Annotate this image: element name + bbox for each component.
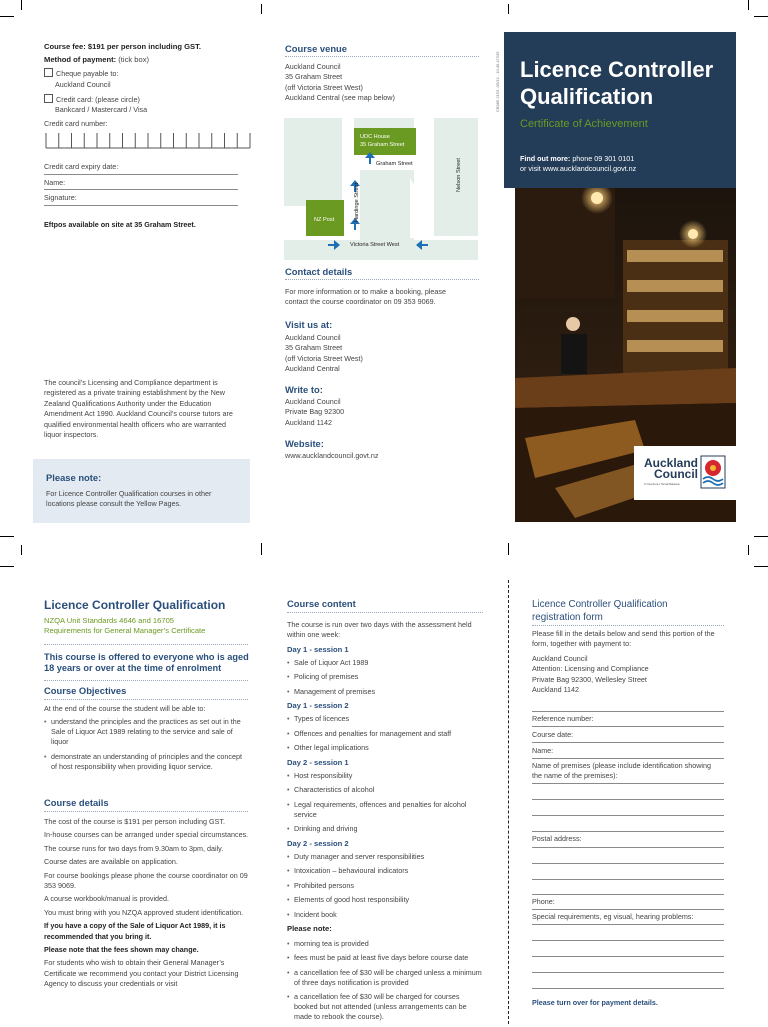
- list-item: • understand the principles and the practices as set out in the Sale of Liquor Act 1989 relating to the service and sale of liquor: [44, 717, 246, 747]
- divider: [44, 680, 248, 681]
- visit-title: Visit us at:: [285, 319, 333, 330]
- form-intro: Please fill in the details below and send this portion of the form, together with payment to:: [532, 629, 715, 649]
- expiry-label: Credit card expiry date:: [44, 162, 119, 171]
- venue-title: Course venue: [285, 43, 347, 54]
- list-item: • Drinking and driving: [287, 824, 483, 834]
- postal-field[interactable]: [532, 879, 724, 880]
- divider: [44, 699, 248, 700]
- divider: [532, 625, 724, 626]
- course-date-label: Course date:: [532, 730, 574, 739]
- map-label-udc-address: 35 Graham Street: [360, 142, 405, 148]
- cover-header: [504, 32, 736, 188]
- list-item: • Sale of Liquor Act 1989: [287, 658, 483, 668]
- objectives-list: [44, 717, 246, 776]
- cheque-checkbox[interactable]: [44, 68, 53, 77]
- council-registration-text: The council’s Licensing and Compliance department is registered as a private training establishment by the New Zealand Qualifications Authority under the Education Amendment Act 1990. Auckland Council’s course tutors are qualified environmental health officers who are warranted liquor inspectors.: [44, 378, 233, 440]
- fees-change-note: Please note that the fees shown may change.: [44, 945, 199, 955]
- write-address: Auckland Council Private Bag 92300 Auckland 1142: [285, 397, 345, 427]
- list-item: • a cancellation fee of $30 will be charged for courses booked but not attended (unless arrangements can be made to rebook the course).: [287, 992, 483, 1022]
- list-item: • Intoxication – behavioural indicators: [287, 866, 483, 876]
- crop-mark: [21, 0, 22, 10]
- postal-field[interactable]: [532, 847, 724, 848]
- website-link[interactable]: www.aucklandcouncil.govt.nz: [285, 451, 379, 460]
- objectives-intro: At the end of the course the student will be able to:: [44, 704, 206, 713]
- bring-act-note: If you have a copy of the Sale of Liquor Act 1989, it is recommended that you bring it.: [44, 921, 226, 941]
- card-number-label: Credit card number:: [44, 118, 108, 128]
- special-field[interactable]: [532, 988, 724, 989]
- please-note-box: [33, 459, 250, 523]
- logo-tagline: Te Kaunihera o Tāmaki Makaurau: [644, 483, 680, 486]
- crop-mark: [748, 545, 749, 555]
- please-note-text: For Licence Controller Qualification courses in other locations please consult the Yellow Pages.: [46, 489, 212, 509]
- list-item: • Characteristics of alcohol: [287, 785, 483, 795]
- signature-label: Signature:: [44, 193, 77, 202]
- list-item: • demonstrate an understanding of principles and the concept of host responsibility when providing liquor service.: [44, 752, 246, 772]
- list-item: • Elements of good host responsibility: [287, 895, 483, 905]
- postal-field[interactable]: [532, 894, 724, 895]
- list-item: • Other legal implications: [287, 743, 483, 753]
- course-date-field[interactable]: [532, 742, 724, 743]
- reference-label: Reference number:: [532, 714, 594, 723]
- premises-field[interactable]: [532, 815, 724, 816]
- details-title: Course details: [44, 797, 109, 808]
- eftpos-note: Eftpos available on site at 35 Graham Street.: [44, 220, 196, 229]
- phone-field[interactable]: [532, 909, 724, 910]
- list-item: • Management of premises: [287, 687, 483, 697]
- inside-title: Licence Controller Qualification: [44, 598, 226, 612]
- crop-mark: [754, 16, 768, 17]
- contact-title: Contact details: [285, 266, 353, 277]
- crop-mark: [261, 543, 262, 555]
- form-title: Licence Controller Qualification registration form: [532, 599, 668, 623]
- contact-text: For more information or to make a booking, please contact the course coordinator on 09 353 9069.: [285, 287, 446, 307]
- fold-line: [508, 580, 509, 1024]
- special-field[interactable]: [532, 956, 724, 957]
- cheque-option[interactable]: Cheque payable to: Auckland Council: [44, 68, 250, 90]
- unit-standards: NZQA Unit Standards 4646 and 16705 Requirements for General Manager’s Certificate: [44, 616, 206, 636]
- list-item: • fees must be paid at least five days before course date: [287, 953, 483, 963]
- list-item: • morning tea is provided: [287, 939, 483, 949]
- expiry-field[interactable]: [44, 174, 238, 175]
- crop-mark: [754, 536, 768, 537]
- crop-mark: [21, 545, 22, 555]
- form-name-field[interactable]: [532, 758, 724, 759]
- crop-mark: [0, 566, 14, 567]
- credit-card-option[interactable]: Credit card: (please circle) Bankcard / Mastercard / Visa: [44, 94, 250, 116]
- content-title: Course content: [287, 598, 356, 609]
- cover-subtitle: Certificate of Achievement: [520, 118, 648, 130]
- map-label-graham: Graham Street: [376, 161, 413, 167]
- crop-mark: [508, 543, 509, 555]
- course-content: The course is run over two days with the assessment held within one week: Day 1 - session 1 • Sale of Liquor Act 1989 • Policing of premises • Management of premises Day 1 - session 2 • Types of licences • Offences and penalties for management and staff • Other legal implications Day 2 - session 1 • Host responsibility • Characteristics of alcohol • Legal requirements, offences and penalties for alcohol service • Drinking and driving Day 2 - session 2 • Duty manager and server responsibilities • Intoxication – behavioural indicators • Prohibited persons • Elements of good host responsibility • Incident book Please note: • morning tea is provided • fees must be paid at least five days before course date • a cancellation fee of $30 will be charged unless a minimum of three days notification is provided • a cancellation fee of $30 will be charged for courses booked but not attended (unless arrangements can be made to rebook the course).: [287, 620, 483, 1027]
- map-label-nelson: Nelson Street: [456, 158, 462, 192]
- divider: [285, 56, 479, 57]
- divider: [44, 811, 248, 812]
- objectives-title: Course Objectives: [44, 685, 127, 696]
- list-item: • Legal requirements, offences and penalties for alcohol service: [287, 800, 483, 820]
- map-label-nzpost: NZ Post: [314, 217, 335, 223]
- payment-method-hint: (tick box): [118, 54, 150, 64]
- special-field[interactable]: [532, 972, 724, 973]
- cover-title: Licence Controller Qualification: [520, 57, 714, 109]
- location-map: [284, 118, 478, 260]
- payment-section: [44, 42, 250, 129]
- crop-mark: [508, 4, 509, 14]
- divider: [287, 612, 483, 613]
- payment-method-label: Method of payment:: [44, 54, 117, 64]
- gm-certificate-note: For students who wish to obtain their General Manager’s Certificate we recommend you contact your District Licensing Agency to discuss your credentials or visit: [44, 958, 239, 989]
- postal-label: Postal address:: [532, 834, 582, 843]
- write-title: Write to:: [285, 384, 323, 395]
- list-item: • Types of licences: [287, 714, 483, 724]
- details-list: The cost of the course is $191 per person including GST. In-house courses can be arranged under special circumstances. The course runs for two days from 9.30am to 3pm, daily. Course dates are available on application. For course bookings please phone the course coordinator on 09 353 9069. A course workbook/manual is provided. You must bring with you NZQA approved student identification. If you have a copy of the Sale of Liquor Act 1989, it is recommended that you bring it. Please note that the fees shown may change. For students who wish to obtain their General Manager’s Certificate we recommend you contact your District Licensing Agency to discuss your credentials or visit: [44, 817, 249, 989]
- form-address: Auckland Council Attention: Licensing and Compliance Private Bag 92300, Wellesley Street Auckland 1142: [532, 654, 649, 695]
- divider: [44, 644, 248, 645]
- list-item: • Policing of premises: [287, 672, 483, 682]
- course-fee: Course fee: $191 per person including GST.: [44, 42, 201, 51]
- name-label: Name:: [44, 178, 66, 187]
- special-label: Special requirements, eg visual, hearing problems:: [532, 912, 694, 921]
- form-rule: [532, 711, 724, 712]
- special-field[interactable]: [532, 940, 724, 941]
- name-field[interactable]: [44, 189, 238, 190]
- website-title: Website:: [285, 438, 324, 449]
- crop-mark: [748, 0, 749, 10]
- map-label-hardinge: Hardinge Street: [354, 182, 360, 222]
- card-number-field[interactable]: [44, 130, 252, 150]
- divider: [285, 279, 479, 280]
- list-item: • Duty manager and server responsibilities: [287, 852, 483, 862]
- credit-card-checkbox[interactable]: [44, 94, 53, 103]
- turn-over-note: Please turn over for payment details.: [532, 998, 658, 1007]
- list-item: • Host responsibility: [287, 771, 483, 781]
- map-label-victoria: Victoria Street West: [350, 242, 400, 248]
- logo-wordmark: Auckland Council: [644, 456, 699, 481]
- list-item: • Prohibited persons: [287, 881, 483, 891]
- form-name-label: Name:: [532, 746, 554, 755]
- premises-label: Name of premises (please include identification showing the name of the premises):: [532, 761, 711, 781]
- crop-mark: [0, 16, 14, 17]
- crop-mark: [261, 4, 262, 14]
- premises-field[interactable]: [532, 783, 724, 784]
- find-out-more: Find out more: phone 09 301 0101 or visit www.aucklandcouncil.govt.nz: [520, 154, 637, 174]
- list-item: • a cancellation fee of $30 will be charged unless a minimum of three days notification is provided: [287, 968, 483, 988]
- premises-field[interactable]: [532, 831, 724, 832]
- list-item: • Offences and penalties for management and staff: [287, 729, 483, 739]
- crop-mark: [754, 566, 768, 567]
- map-label-udc: UDC House: [360, 134, 390, 140]
- council-logo: [634, 446, 736, 500]
- reference-field[interactable]: [532, 726, 724, 727]
- venue-address: Auckland Council 35 Graham Street (off Victoria Street West) Auckland Central (see map below): [285, 62, 395, 103]
- signature-field[interactable]: [44, 205, 238, 206]
- premises-field[interactable]: [532, 799, 724, 800]
- print-code: CB989 2153 -05/12 - 10.46.47239: [495, 51, 500, 112]
- visit-address: Auckland Council 35 Graham Street (off Victoria Street West) Auckland Central: [285, 333, 363, 374]
- please-note-title: Please note:: [46, 472, 102, 483]
- postal-field[interactable]: [532, 863, 724, 864]
- special-field[interactable]: [532, 924, 724, 925]
- phone-label: Phone:: [532, 897, 555, 906]
- crop-mark: [0, 536, 14, 537]
- list-item: • Incident book: [287, 910, 483, 920]
- offered-statement: This course is offered to everyone who is aged 18 years or over at the time of enrolment: [44, 652, 249, 674]
- pohutukawa-icon: [700, 455, 726, 489]
